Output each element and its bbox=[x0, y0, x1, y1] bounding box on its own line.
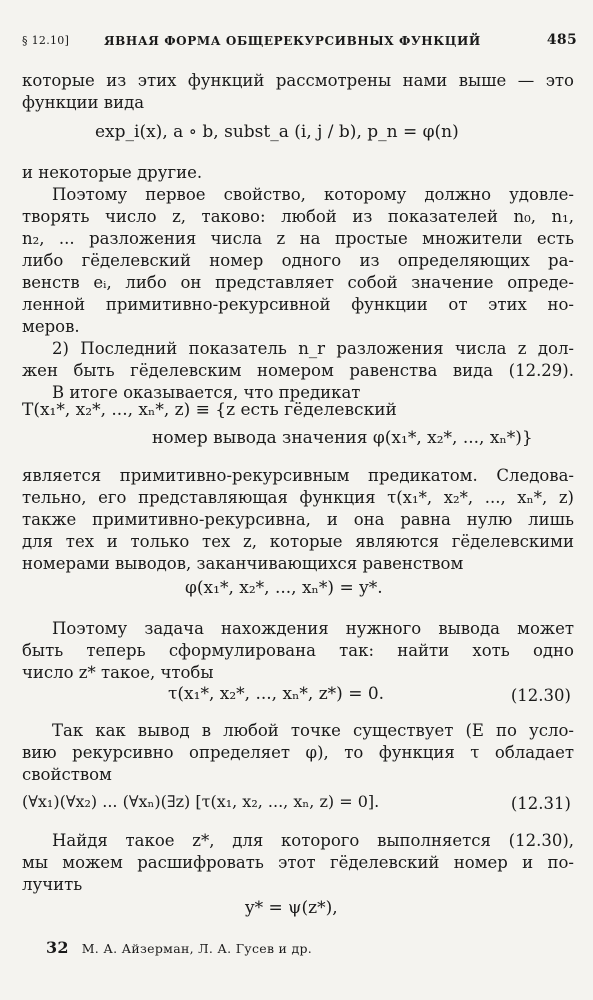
paragraph-4 bbox=[22, 338, 574, 404]
text-line: 2) Последний показатель n_r разложения числа z дол- bbox=[52, 339, 574, 358]
text-line: функции вида bbox=[22, 93, 145, 112]
text-line: быть теперь сформулирована так: найти хоть одно bbox=[22, 641, 574, 660]
formula-predicate-line1: T(x₁*, x₂*, ..., xₙ*, z) ≡ {z есть гёделевский bbox=[22, 400, 397, 420]
text-line: свойством bbox=[22, 765, 112, 784]
page-footer bbox=[46, 938, 312, 957]
text-line: Так как вывод в любой точке существует (E по усло- bbox=[52, 721, 574, 740]
paragraph-1 bbox=[22, 70, 574, 114]
formula-decode: y* = ψ(z*), bbox=[245, 898, 338, 918]
section-ref: § 12.10] bbox=[22, 34, 70, 47]
running-header bbox=[22, 32, 577, 50]
formula-result: φ(x₁*, x₂*, ..., xₙ*) = y*. bbox=[185, 578, 383, 598]
text-line: для тех и только тех z, которые являются гёделевскими bbox=[22, 532, 574, 551]
paragraph-6 bbox=[22, 618, 574, 684]
signature-mark: 32 bbox=[46, 938, 69, 957]
text-line: мы можем расшифровать этот гёделевский номер и по- bbox=[22, 853, 574, 872]
text-line: ленной примитивно-рекурсивной функции от этих но- bbox=[22, 295, 574, 314]
text-line: творять число z, таково: любой из показателей n₀, n₁, bbox=[22, 207, 574, 226]
text-line: число z* такое, чтобы bbox=[22, 663, 214, 682]
formula-functions: exp_i(x), a ∘ b, subst_a (i, j / b), p_n = φ(n) bbox=[95, 122, 459, 142]
paragraph-7 bbox=[22, 720, 574, 786]
footer-authors: М. А. Айзерман, Л. А. Гусев и др. bbox=[81, 941, 313, 956]
header-title: ЯВНАЯ ФОРМА ОБЩЕРЕКУРСИВНЫХ ФУНКЦИЙ bbox=[104, 34, 481, 48]
text-line: является примитивно-рекурсивным предикатом. Следова- bbox=[22, 466, 574, 485]
equation-number-12-31: (12.31) bbox=[510, 794, 571, 813]
paragraph-2 bbox=[22, 162, 574, 184]
text-line: номерами выводов, заканчивающихся равенством bbox=[22, 554, 464, 573]
text-line: Поэтому первое свойство, которому должно удовле- bbox=[52, 185, 574, 204]
paragraph-8 bbox=[22, 830, 574, 896]
text-line: и некоторые другие. bbox=[22, 163, 203, 182]
text-line: венств eᵢ, либо он представляет собой значение опреде- bbox=[22, 273, 574, 292]
text-line: вию рекурсивно определяет φ), то функция τ обладает bbox=[22, 743, 574, 762]
page-number: 485 bbox=[546, 32, 577, 48]
text-line: меров. bbox=[22, 317, 80, 336]
text-line: которые из этих функций рассмотрены нами выше — это bbox=[22, 71, 574, 90]
text-line: n₂, ... разложения числа z на простые множители есть bbox=[22, 229, 574, 248]
text-line: либо гёделевский номер одного из определяющих ра- bbox=[22, 251, 574, 270]
text-line: жен быть гёделевским номером равенства вида (12.29). bbox=[22, 361, 574, 380]
text-line: тельно, его представляющая функция τ(x₁*, x₂*, ..., xₙ*, z) bbox=[22, 488, 574, 507]
formula-12-31: (∀x₁)(∀x₂) ... (∀xₙ)(∃z) [τ(x₁, x₂, ..., xₙ, z) = 0]. bbox=[22, 792, 380, 811]
paragraph-5 bbox=[22, 465, 574, 575]
formula-predicate-line2: номер вывода значения φ(x₁*, x₂*, ..., xₙ*)} bbox=[152, 428, 533, 448]
text-line: также примитивно-рекурсивна, и она равна нулю лишь bbox=[22, 510, 574, 529]
text-line: В итоге оказывается, что предикат bbox=[52, 383, 361, 402]
text-line: Поэтому задача нахождения нужного вывода может bbox=[52, 619, 574, 638]
paragraph-3 bbox=[22, 184, 574, 338]
equation-number-12-30: (12.30) bbox=[510, 686, 571, 705]
text-line: Найдя такое z*, для которого выполняется (12.30), bbox=[52, 831, 574, 850]
formula-12-30: τ(x₁*, x₂*, ..., xₙ*, z*) = 0. bbox=[168, 684, 385, 704]
text-line: лучить bbox=[22, 875, 83, 894]
